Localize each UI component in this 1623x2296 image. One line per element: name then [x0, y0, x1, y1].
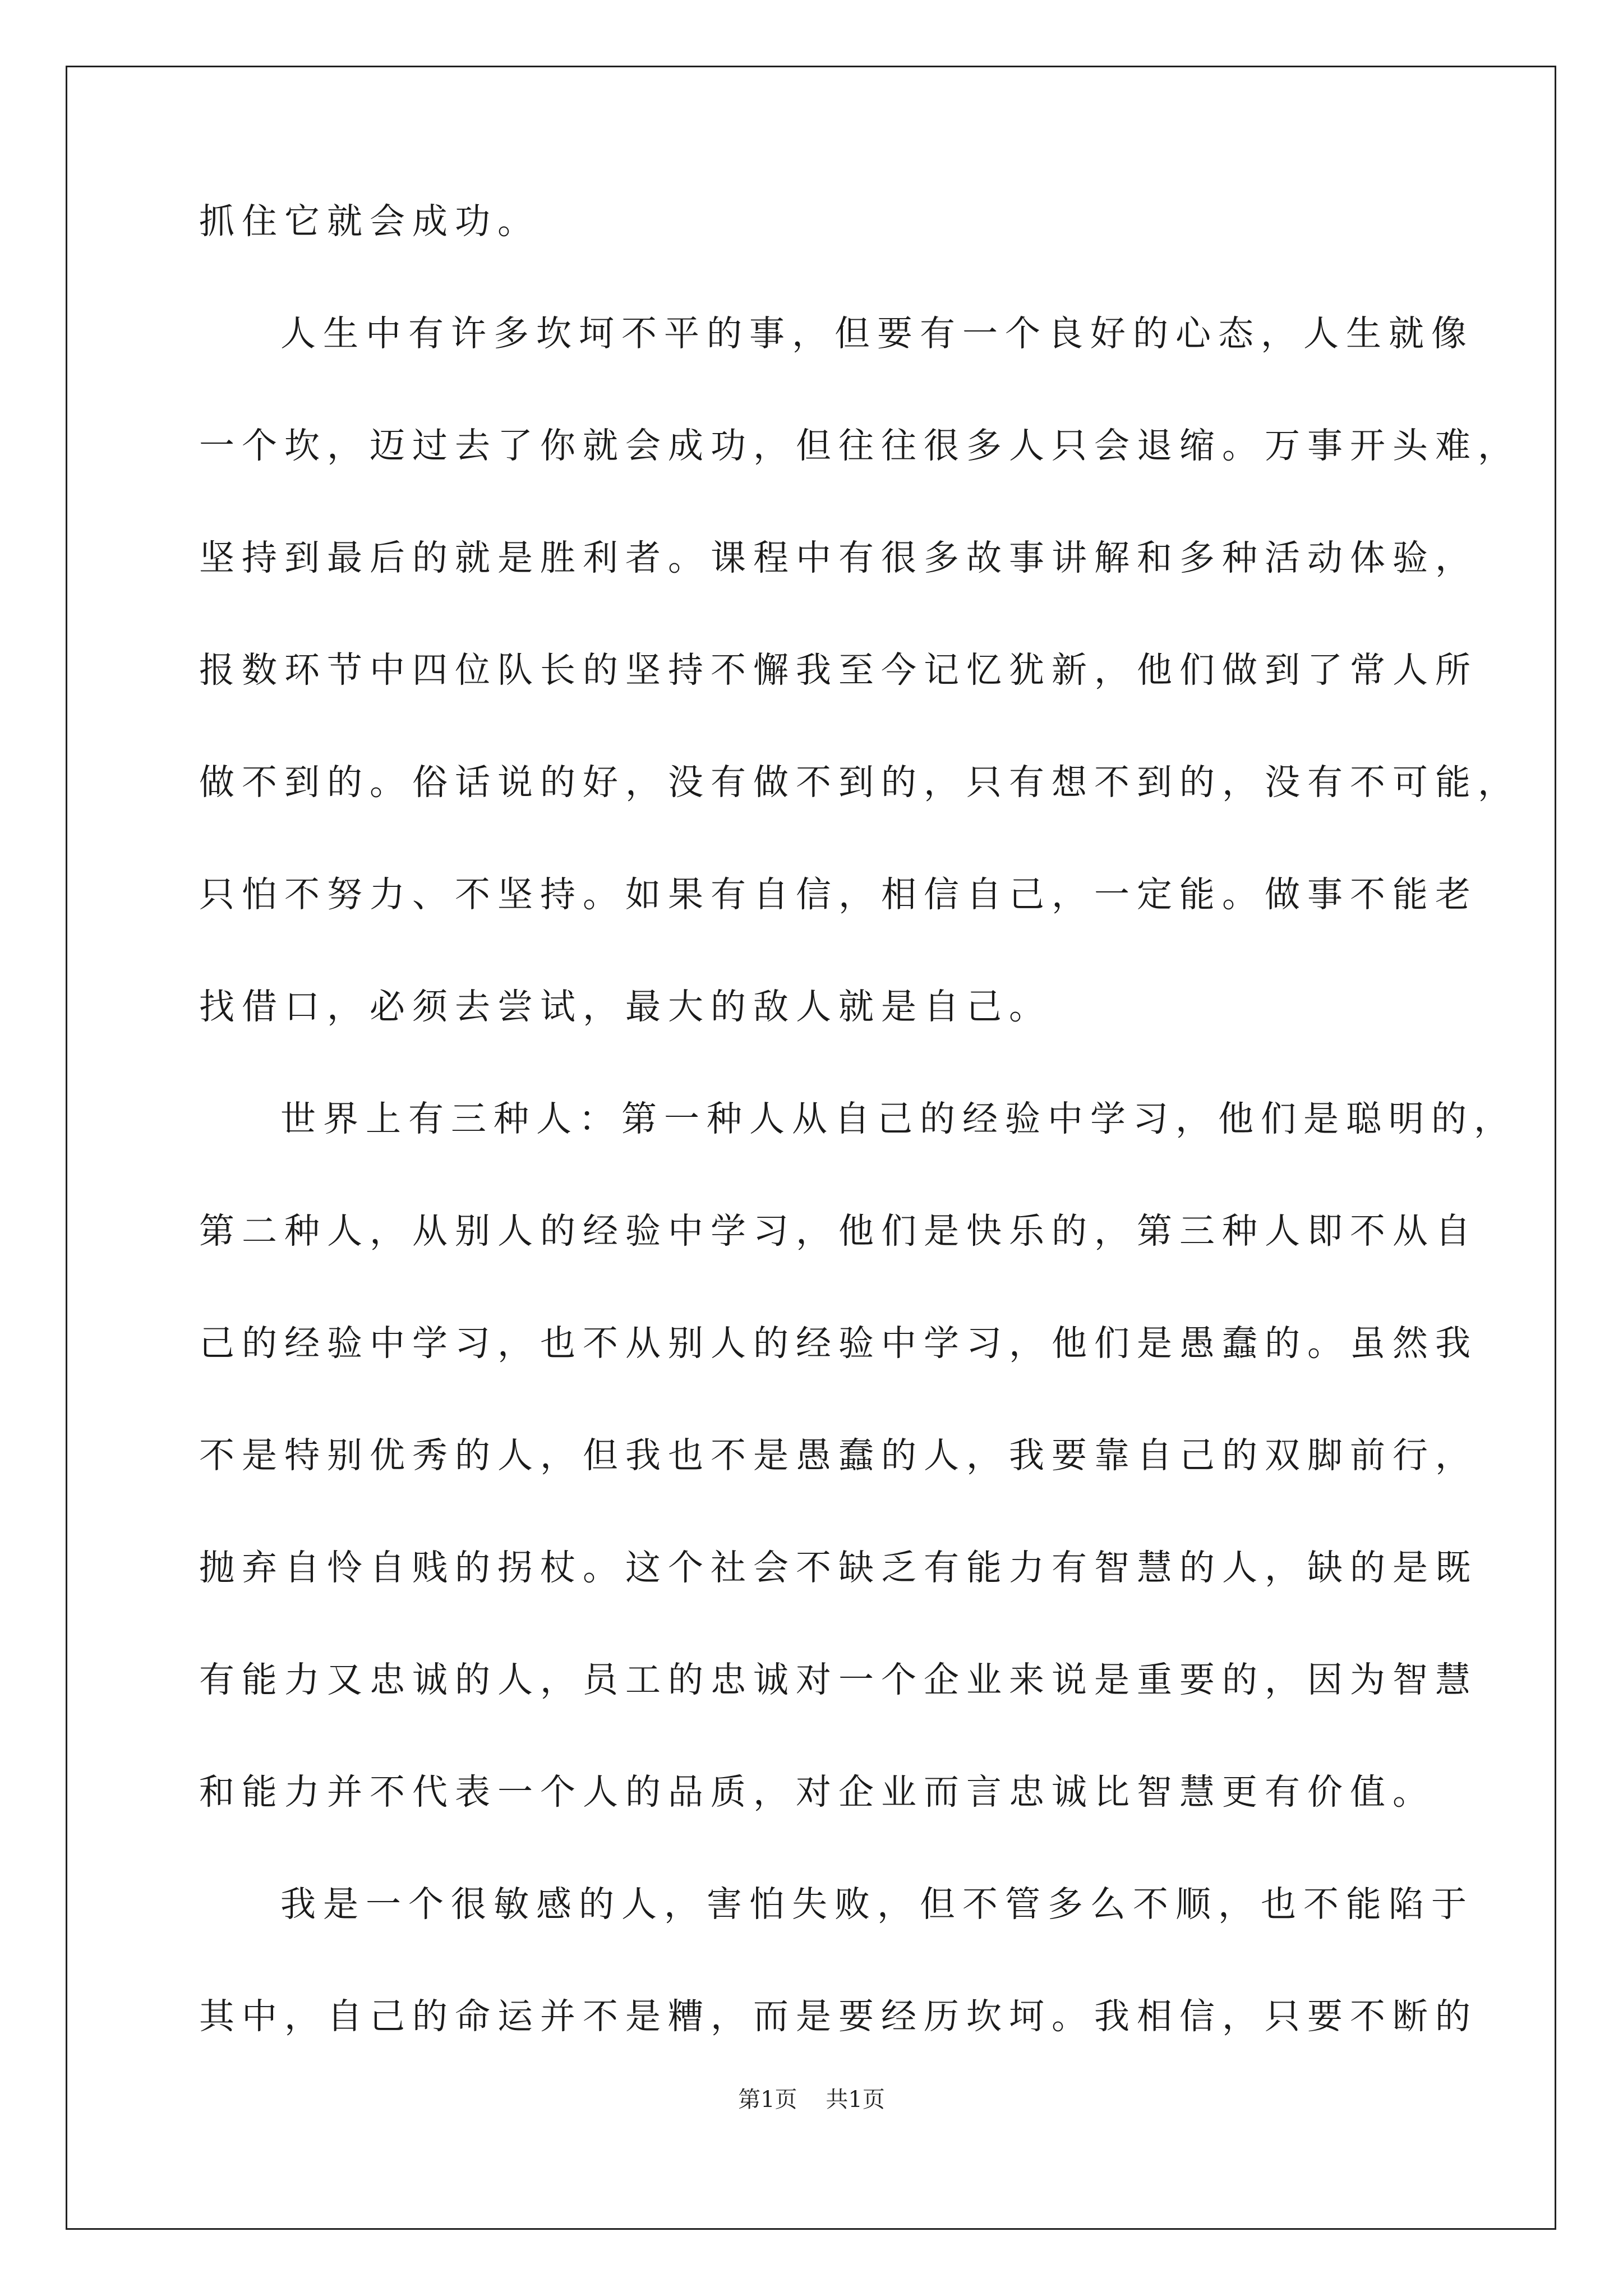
text-line: 第二种人，从别人的经验中学习，他们是快乐的，第三种人即不从自: [199, 1211, 1478, 1251]
page-total: 共1页: [826, 2087, 885, 2113]
text-line: 其中，自己的命运并不是糟，而是要经历坎坷。我相信，只要不断的: [199, 1996, 1478, 2037]
text-line: 己的经验中学习，也不从别人的经验中学习，他们是愚蠢的。虽然我: [199, 1323, 1478, 1364]
text-line: 有能力又忠诚的人，员工的忠诚对一个企业来说是重要的，因为智慧: [199, 1659, 1478, 1700]
text-line: 报数环节中四位队长的坚持不懈我至今记忆犹新，他们做到了常人所: [199, 650, 1478, 691]
text-line: 和能力并不代表一个人的品质，对企业而言忠诚比智慧更有价值。: [199, 1772, 1435, 1812]
page-number: 第1页: [738, 2087, 797, 2113]
text-line: 我是一个很敏感的人，害怕失败，但不管多么不顺，也不能陷于: [280, 1884, 1474, 1925]
text-line: 一个坎，迈过去了你就会成功，但往往很多人只会退缩。万事开头难，: [199, 425, 1520, 466]
text-line: 世界上有三种人：第一种人从自己的经验中学习，他们是聪明的，: [280, 1098, 1516, 1139]
text-line: 只怕不努力、不坚持。如果有自信，相信自己，一定能。做事不能老: [199, 874, 1478, 915]
text-line: 抛弃自怜自贱的拐杖。这个社会不缺乏有能力有智慧的人，缺的是既: [199, 1547, 1478, 1588]
text-line: 人生中有许多坎坷不平的事，但要有一个良好的心态，人生就像: [280, 313, 1474, 354]
text-line: 坚持到最后的就是胜利者。课程中有很多故事讲解和多种活动体验，: [199, 537, 1478, 578]
text-line: 不是特别优秀的人，但我也不是愚蠢的人，我要靠自己的双脚前行，: [199, 1435, 1478, 1476]
text-line: 找借口，必须去尝试，最大的敌人就是自己。: [199, 986, 1052, 1027]
text-line: 抓住它就会成功。: [199, 201, 540, 242]
text-line: 做不到的。俗话说的好，没有做不到的，只有想不到的，没有不可能，: [199, 762, 1520, 803]
page-footer: [0, 2086, 1623, 2114]
